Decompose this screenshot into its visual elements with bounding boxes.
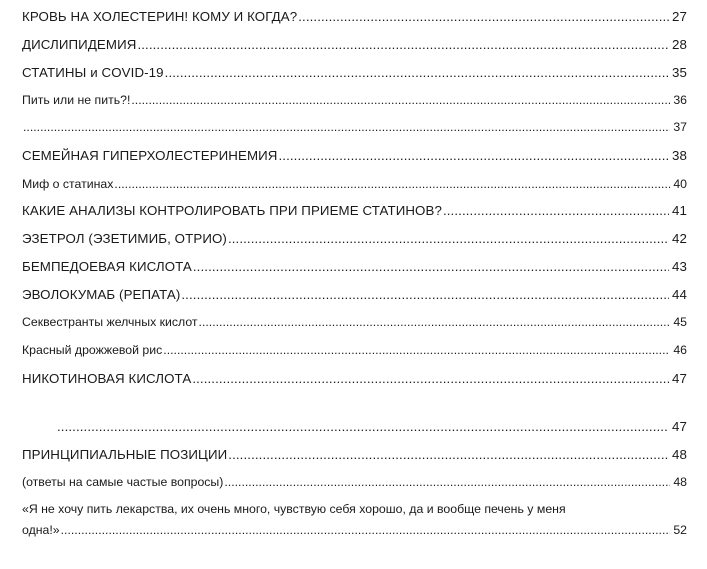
toc-entry-page: 46 [673, 343, 687, 357]
toc-leader-dots [165, 65, 669, 80]
toc-entry-title: ПРИНЦИПИАЛЬНЫЕ ПОЗИЦИИ [22, 447, 228, 462]
toc-entry[interactable] [22, 447, 687, 462]
toc-entry-title: (ответы на самые частые вопросы) [22, 475, 224, 489]
toc-entry[interactable] [22, 120, 687, 134]
toc-entry-page: 47 [672, 371, 687, 386]
toc-entry-title-line2-row [22, 523, 687, 537]
toc-entry-page: 44 [672, 287, 687, 302]
toc-entry[interactable] [22, 93, 687, 107]
toc-entry[interactable] [22, 502, 687, 537]
toc-leader-dots [228, 447, 669, 462]
toc-entry-title-line2: одна!» [22, 523, 60, 537]
toc-entry[interactable] [22, 65, 687, 80]
toc-entry-page: 48 [673, 475, 687, 489]
toc-entry-page: 42 [672, 231, 687, 246]
toc-entry[interactable] [22, 371, 687, 386]
toc-entry-page: 27 [672, 9, 687, 24]
toc-entry-page: 48 [672, 447, 687, 462]
toc-entry-page: 43 [672, 259, 687, 274]
toc-entry-title: СЕМЕЙНАЯ ГИПЕРХОЛЕСТЕРИНЕМИЯ [22, 148, 278, 163]
toc-entry-page: 28 [672, 37, 687, 52]
toc-entry-title: СТАТИНЫ и COVID-19 [22, 65, 164, 80]
toc-entry-page: 35 [672, 65, 687, 80]
toc-entry-title: БЕМПЕДОЕВАЯ КИСЛОТА [22, 259, 192, 274]
toc-entry-page: 41 [672, 203, 687, 218]
toc-leader-dots [181, 287, 669, 302]
toc-leader-dots [224, 475, 670, 489]
toc-entry[interactable] [56, 419, 687, 434]
toc-leader-dots [163, 343, 670, 357]
toc-leader-dots [23, 120, 670, 134]
toc-entry-page: 36 [673, 93, 687, 107]
toc-entry-title: КАКИЕ АНАЛИЗЫ КОНТРОЛИРОВАТЬ ПРИ ПРИЕМЕ СТАТИНОВ? [22, 203, 442, 218]
toc-entry-title: НИКОТИНОВАЯ КИСЛОТА [22, 371, 192, 386]
toc-entry[interactable] [22, 231, 687, 246]
toc-leader-dots [61, 523, 671, 537]
toc-entry-title: Красный дрожжевой рис [22, 343, 163, 357]
toc-entry[interactable] [22, 9, 687, 24]
toc-leader-dots [137, 37, 669, 52]
toc-leader-dots [443, 203, 669, 218]
toc-entry[interactable] [22, 148, 687, 163]
toc-leader-dots [131, 93, 670, 107]
toc-entry-title: ЭВОЛОКУМАБ (РЕПАТА) [22, 287, 181, 302]
toc-entry-title: Пить или не пить?! [22, 93, 131, 107]
toc-entry-title: Миф о статинах [22, 177, 114, 191]
toc-entry[interactable] [22, 475, 687, 489]
toc-entry-page: 52 [673, 523, 687, 537]
toc-entry-page: 40 [673, 177, 687, 191]
toc-entry-title: ДИСЛИПИДЕМИЯ [22, 37, 137, 52]
toc-entry[interactable] [22, 343, 687, 357]
toc-entry[interactable] [22, 37, 687, 52]
toc-entry[interactable] [22, 259, 687, 274]
toc-leader-dots [192, 371, 669, 386]
toc-entry-page: 47 [672, 419, 687, 434]
toc-entry-page: 37 [673, 120, 687, 134]
toc-leader-dots [228, 231, 669, 246]
toc-entry-title: КРОВЬ НА ХОЛЕСТЕРИН! КОМУ И КОГДА? [22, 9, 298, 24]
toc-entry-page: 45 [673, 315, 687, 329]
toc-leader-dots [114, 177, 670, 191]
toc-entry[interactable] [22, 287, 687, 302]
toc-entry[interactable] [22, 177, 687, 191]
toc-leader-dots [193, 259, 669, 274]
toc-entry[interactable] [22, 315, 687, 329]
toc-leader-dots [279, 148, 670, 163]
toc-leader-dots [298, 9, 669, 24]
toc-entry-title: Секвестранты желчных кислот [22, 315, 198, 329]
toc-entry-title-line1: «Я не хочу пить лекарства, их очень много, чувствую себя хорошо, да и вообще печень у меня [22, 502, 566, 516]
toc-entry-title: ЭЗЕТРОЛ (ЭЗЕТИМИБ, ОТРИО) [22, 231, 227, 246]
toc-entry-page: 38 [672, 148, 687, 163]
toc-leader-dots [199, 315, 671, 329]
toc-entry[interactable] [22, 203, 687, 218]
toc-leader-dots [57, 419, 669, 434]
